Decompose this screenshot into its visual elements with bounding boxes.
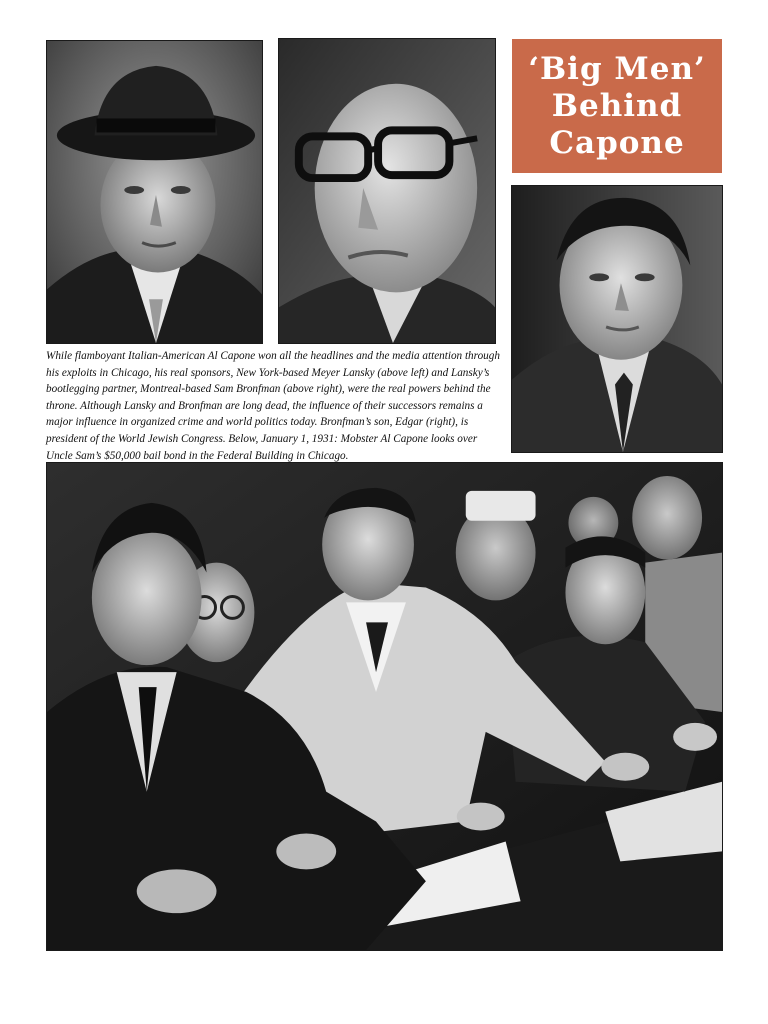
photo-sam-bronfman [278, 38, 496, 344]
photo-meyer-lansky [46, 40, 263, 344]
photo-caption: While flamboyant Italian-American Al Capone won all the headlines and the media attention through his exploits in Chicago, his real sponsors, New York-based Meyer Lansky (above left) and Lansky’s bootlegging partner, Montreal-based Sam Bronfman (above right), were the real powers behind the throne. Although Lansky and Bronfman are long dead, the influence of their successors remains a major influence in organized crime and world politics today. Bronfman’s son, Edgar (right), is president of the World Jewish Congress. Below, January 1, 1931: Mobster Al Capone looks over Uncle Sam’s $50,000 bail bond in the Federal Building in Chicago. [46, 350, 500, 462]
photo-capone-bail-bond [46, 462, 723, 951]
article-title [512, 39, 722, 173]
photo-edgar-bronfman [511, 185, 723, 453]
title-line-1: ‘Big Men’ [528, 50, 706, 87]
title-line-3: Capone [549, 124, 685, 161]
title-line-2: Behind [551, 87, 683, 124]
